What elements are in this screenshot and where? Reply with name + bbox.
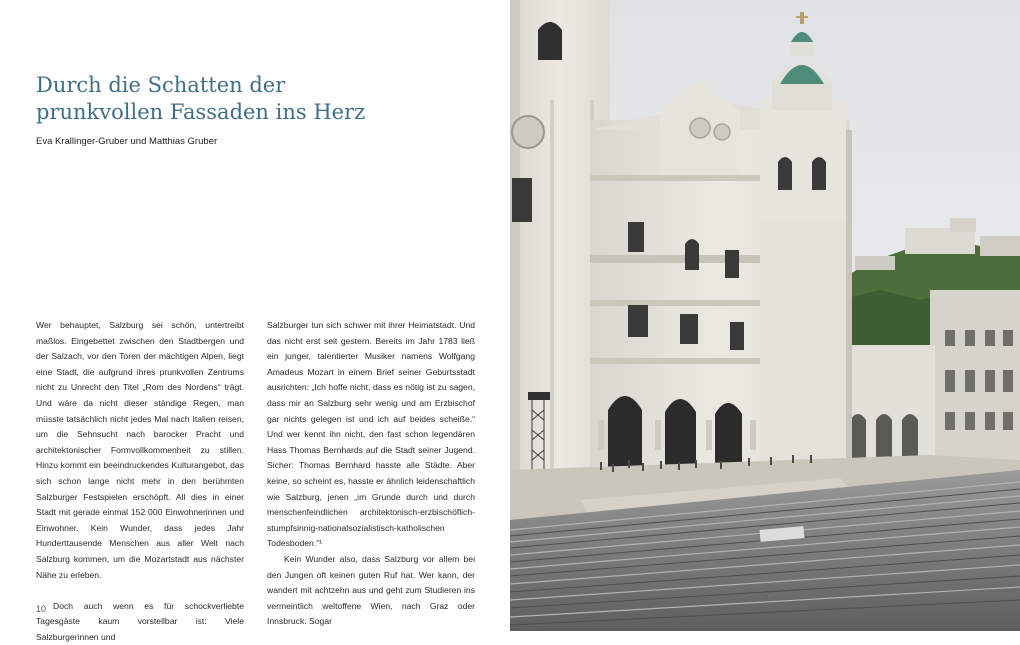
left-page [0,0,510,642]
paragraph: Salzburger tun sich schwer mit ihrer Heimatstadt. Und das nicht erst seit gestern. Bereits im Jahr 1783 ließ ein junger, talentierter Musiker namens Wolfgang Amadeus Mozart in einem Brief seiner Geburtsstadt ausrichten: „Ich hoffe nicht, dass es nötig ist zu sagen, dass mir an Salzburg sehr wenig und am Erzbischof gar nichts gelegen ist und ich auf beides scheiße.“ Und wer kennt ihn nicht, den fast schon legendären Hass Thomas Bernhards auf die Stadt seiner Jugend. Sicher: Thomas Bernhard hasste alle Städte. Aber keine, so scheint es, hasste er ähnlich leidenschaftlich wie Salzburg, jenen „im Grunde durch und durch menschenfeindlichen architektonisch-erzbischöflich-stumpfsinnig-nationalsozialistisch-katholischen Todesboden.“¹ [267,320,475,549]
page-number: 10 [36,604,47,614]
paragraph: Doch auch wenn es für schockverliebte Tagesgäste kaum vorstellbar ist: Viele Salzburgerinnen und [36,600,244,642]
article-authors: Eva Krallinger-Gruber und Matthias Gruber [36,136,218,147]
title-line-2: prunkvollen Fassaden ins Herz [36,100,366,124]
paragraph: Wer behauptet, Salzburg sei schön, untertreibt maßlos. Eingebettet zwischen den Stadtbergen und der Salzach, vor den Toren der mächtigen Alpen, liegt eine Stadt, die aufgrund ihres prunkvollen Zentrums nicht zu Unrecht den Titel „Rom des Nordens“ trägt. Und wäre da nicht dieser ständige Regen, man müsste tatsächlich nicht jedes Mal nach Italien reisen, um die Sehnsucht nach barocker Pracht und architektonischer Formvollkommenheit zu stillen. Hinzu kommt ein beeindruckendes Kulturangebot, das sich schon lange nicht mehr in den berühmten Salzburger Festspielen erschöpft. All dies in einer Stadt mit gerade einmal 152 000 Einwohnerinnen und Einwohner. Kein Wunder, dass jedes Jahr Hunderttausende Menschen aus aller Welt nach Salzburg kommen, um die Mozartstadt aus nächster Nähe zu erleben. [36,320,244,580]
title-line-1: Durch die Schatten der [36,73,286,97]
cathedral-photo [510,0,1020,631]
cathedral-illustration [510,0,1020,631]
text-column-2 [267,318,475,630]
text-column-1 [36,318,244,645]
paragraph: Kein Wunder also, dass Salzburg vor allem bei den Jungen oft keinen guten Ruf hat. Wer kann, der wandert mit achtzehn aus und geht zum Studieren ins vermeintlich weltoffene Wien, nach Graz oder Innsbruck. Sogar [267,553,475,627]
article-title [36,72,476,126]
